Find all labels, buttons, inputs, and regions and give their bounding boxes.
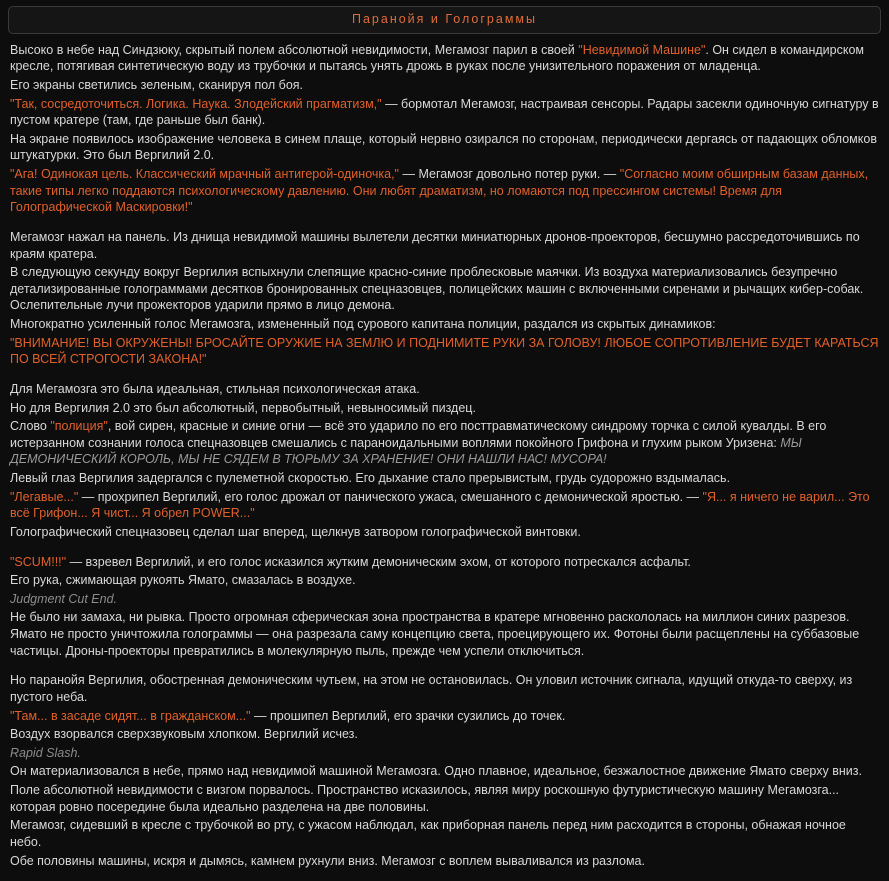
text-italic-gray: Judgment Cut End. (10, 591, 118, 606)
paragraph (10, 42, 879, 75)
paragraph (10, 229, 879, 262)
text-normal: Он материализовался в небе, прямо над невидимой машиной Мегамозга. Одно плавное, идеальное, безжалостное движение Ямато сверху вниз. (10, 764, 862, 779)
paragraph-spacer (10, 543, 879, 554)
text-normal: Его экраны светились зеленым, сканируя пол боя. (10, 77, 304, 92)
text-normal: Голографический спецназовец сделал шаг вперед, щелкнув затвором голографической винтовки. (10, 524, 581, 539)
text-speech: "Легавые..." (10, 489, 79, 504)
text-speech: "Ага! Одинокая цель. Классический мрачный антигерой-одиночка," (10, 167, 399, 181)
text-normal: — прошипел Вергилий, его зрачки сузились до точек. (250, 708, 566, 723)
text-normal: Левый глаз Вергилия задергался с пулеметной скоростью. Его дыхание стало прерывистым, грудь судорожно вздымалась. (10, 471, 731, 485)
text-smallcaps-italic: МЫ ДЕМОНИЧЕСКИЙ КОРОЛЬ, МЫ НЕ СЯДЕМ В ТЮРЬМУ ЗА ХРАНЕНИЕ! ОНИ НАШЛИ НАС! МУСОРА! (10, 435, 802, 467)
paragraph (10, 335, 879, 368)
paragraph (10, 782, 879, 815)
text-speech: "Там... в засаде сидят... в гражданском..." (10, 708, 251, 723)
text-normal: Многократно усиленный голос Мегамозга, измененный под сурового капитана полиции, раздался из скрытых динамиков: (10, 317, 716, 331)
text-speech: "SCUM!!!" (10, 554, 67, 569)
paragraph (10, 708, 879, 725)
paragraph (10, 745, 879, 762)
text-speech: "Так, сосредоточиться. Логика. Наука. Злодейский прагматизм," (10, 96, 382, 111)
paragraph (10, 131, 879, 164)
paragraph (10, 316, 879, 333)
paragraph (10, 96, 879, 129)
paragraph (10, 853, 879, 870)
paragraph (10, 572, 879, 589)
text-normal: — Мегамозг довольно потер руки. — (399, 167, 620, 181)
paragraph (10, 554, 879, 571)
paragraph (10, 763, 879, 780)
paragraph (10, 418, 879, 468)
paragraph-spacer (10, 370, 879, 381)
text-italic-gray: Rapid Slash. (10, 745, 81, 760)
paragraph (10, 609, 879, 659)
paragraph (10, 817, 879, 850)
text-normal: . Он сидел в командирском кресле, потягивая синтетическую воду из трубочки и пытаясь унять дрожь в руках после унизительного поражения от младенца. (10, 42, 865, 74)
paragraph (10, 726, 879, 743)
text-normal: Высоко в небе над Синдзюку, скрытый полем абсолютной невидимости, Мегамозг парил в своей (10, 42, 579, 57)
text-speech: "Согласно моим обширным базам данных, такие типы легко поддаются психологическому давлению. Они любят драматизм, но ломаются под прессингом системы! Время для Голографической Маскировки!" (10, 167, 869, 215)
text-speech: "Невидимой Машине" (578, 42, 706, 57)
paragraph (10, 591, 879, 608)
text-normal: , вой сирен, красные и синие огни — всё это ударило по его посттравматическому синдрому торчка с силой кувалды. В его истерзанном сознании голоса спецназовцев смешались с параноидальными воплями покойного Грифона и глухим рыком Уризена: (10, 419, 827, 450)
text-normal: Воздух взорвался сверхзвуковым хлопком. Вергилий исчез. (10, 727, 358, 742)
document-title-bar (8, 6, 881, 34)
paragraph (10, 470, 879, 487)
page-title: Паранойя и Голограммы (351, 12, 537, 26)
text-normal: Но для Вергилия 2.0 это был абсолютный, первобытный, невыносимый пиздец. (10, 400, 476, 415)
text-normal: Не было ни замаха, ни рывка. Просто огромная сферическая зона пространства в кратере мгновенно раскололась на миллион синих разрезов. Ямато не просто уничтожила голограммы — она разрезала саму концепцию света, проецирующего их. Фотоны были расщеплены на суббазовые частицы. Дроны-проекторы превратились в молекулярную пыль, прежде чем успели отключиться. (10, 610, 860, 658)
paragraph (10, 524, 879, 541)
text-speech: "Я... я ничего не варил... Это всё Грифон... Я чист... Я обрел POWER..." (10, 489, 870, 521)
text-normal: — взревел Вергилий, и его голос исказился жутким демоническим эхом, от которого потрескался асфальт. (66, 554, 691, 569)
text-normal: Мегамозг, сидевший в кресле с трубочкой во рту, с ужасом наблюдал, как приборная панель перед ним расходится в стороны, обнажая ночное небо. (10, 818, 846, 849)
text-normal: Но паранойя Вергилия, обостренная демоническим чутьем, на этом не остановилась. Он уловил источник сигнала, идущий откуда-то сверху, из пустого неба. (10, 673, 853, 704)
text-normal: — бормотал Мегамозг, настраивая сенсоры. Радары засекли одиночную сигнатуру в пустом кратере (там, где раньше был банк). (10, 96, 879, 128)
paragraph (10, 264, 879, 314)
paragraph-spacer (10, 218, 879, 229)
paragraph (10, 381, 879, 398)
text-normal: Для Мегамозга это была идеальная, стильная психологическая атака. (10, 381, 420, 396)
paragraph (10, 77, 879, 94)
text-normal: Мегамозг нажал на панель. Из днища невидимой машины вылетели десятки миниатюрных дронов-проекторов, бесшумно рассредоточившись по краям кратера. (10, 229, 860, 261)
text-quoted-word: "полиция" (50, 419, 108, 434)
paragraph (10, 489, 879, 522)
text-normal: Слово (10, 419, 51, 434)
text-normal: Его рука, сжимающая рукоять Ямато, смазалась в воздухе. (10, 573, 356, 588)
text-normal: В следующую секунду вокруг Вергилия вспыхнули слепящие красно-синие проблесковые маячки. Из воздуха материализовались безупречно детализированные голограммами десятков бронированных спецназовцев, полицейских машин с включенными сиренами и рычащих кибер-собак. Ослепительные лучи прожекторов ударили прямо в лицо демона. (10, 265, 864, 313)
text-normal: На экране появилось изображение человека в синем плаще, который нервно озирался по сторонам, периодически дергаясь от падающих обломков штукатурки. Это был Вергилий 2.0. (10, 131, 877, 163)
paragraph (10, 400, 879, 417)
text-shout: "ВНИМАНИЕ! ВЫ ОКРУЖЕНЫ! БРОСАЙТЕ ОРУЖИЕ НА ЗЕМЛЮ И ПОДНИМИТЕ РУКИ ЗА ГОЛОВУ! ЛЮБОЕ СОПРОТИВЛЕНИЕ БУДЕТ КАРАТЬСЯ ПО ВСЕЙ СТРОГОСТИ ЗАКОНА!" (10, 335, 879, 367)
document-body (8, 42, 881, 870)
text-normal: Обе половины машины, искря и дымясь, камнем рухнули вниз. Мегамозг с воплем вываливался из разлома. (10, 853, 645, 868)
paragraph (10, 166, 879, 216)
text-normal: — прохрипел Вергилий, его голос дрожал от панического ужаса, смешанного с демонической яростью. — (78, 489, 703, 504)
text-normal: Поле абсолютной невидимости с визгом порвалось. Пространство исказилось, являя миру роскошную футуристическую машину Мегамозга... которая ровно посередине была идеально разделена на две половины. (10, 783, 840, 814)
paragraph (10, 672, 879, 705)
paragraph-spacer (10, 661, 879, 672)
